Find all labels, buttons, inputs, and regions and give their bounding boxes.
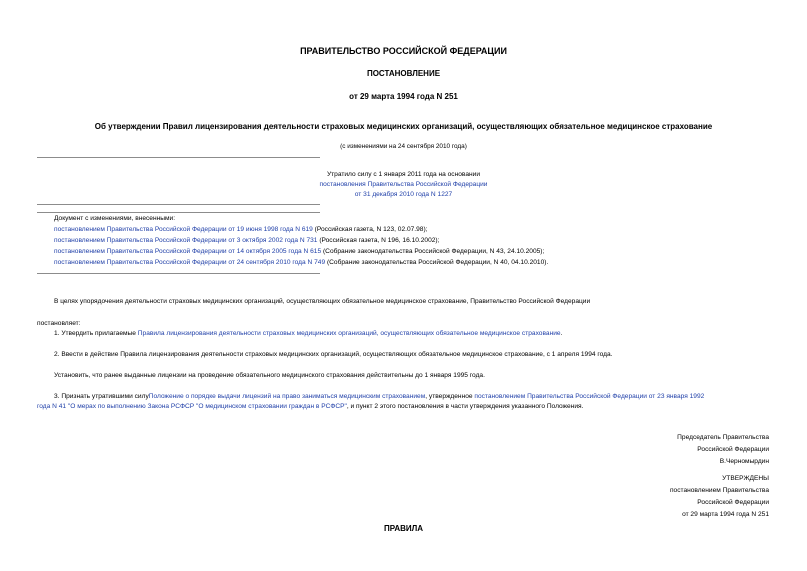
paragraph-1: 1. Утвердить прилагаемые Правила лицензирования деятельности страховых медицинских организаций, осуществляющих обязательное медицинское страхование. — [54, 330, 563, 337]
document-type: ПОСТАНОВЛЕНИЕ — [366, 69, 441, 78]
divider — [37, 212, 320, 213]
divider — [37, 273, 320, 274]
preamble: В целях упорядочения деятельности страховых медицинских организаций, осуществляющих обязательное медицинское страхование, Правительство Российской Федерации — [54, 298, 591, 305]
signature-name: В.Черномырдин — [719, 458, 769, 465]
amendment-link[interactable]: постановлением Правительства Российской Федерации от 14 октября 2005 года N 615 — [54, 248, 322, 255]
expired-link-decree[interactable]: постановления Правительства Российской Федерации — [319, 181, 488, 188]
signature-country: Российской Федерации — [697, 446, 769, 453]
expired-link-date[interactable]: от 31 декабря 2010 года N 1227 — [354, 191, 453, 198]
paragraph-3-cont: года N 41 "О мерах по выполнению Закона РСФСР "О медицинском страховании граждан в РСФСР", и пункт 2 этого постановления в части утверждения указанного Положения. — [37, 403, 584, 410]
regulation-link[interactable]: Положение о порядке выдачи лицензий на право заниматься медицинским страхованием — [148, 393, 426, 400]
approved-country: Российской Федерации — [697, 499, 769, 506]
amendment-item: постановлением Правительства Российской Федерации от 19 июня 1998 года N 619 (Российская газета, N 123, 02.07.98); — [54, 226, 428, 233]
amendment-link[interactable]: постановлением Правительства Российской Федерации от 19 июня 1998 года N 619 — [54, 226, 313, 233]
paragraph-2: 2. Ввести в действие Правила лицензирования деятельности страховых медицинских организаций, осуществляющих обязательное медицинское страхование, с 1 апреля 1994 года. — [54, 351, 613, 358]
document-date: от 29 марта 1994 года N 251 — [349, 92, 458, 101]
approved-label: УТВЕРЖДЕНЫ — [722, 475, 769, 482]
divider — [37, 204, 320, 205]
signature-position: Председатель Правительства — [677, 434, 769, 441]
decree-41-link[interactable]: постановлением Правительства Российской Федерации от 23 января 1992 — [474, 393, 705, 400]
government-heading: ПРАВИТЕЛЬСТВО РОССИЙСКОЙ ФЕДЕРАЦИИ — [300, 46, 507, 56]
amendment-link[interactable]: постановлением Правительства Российской Федерации от 3 октября 2002 года N 731 — [54, 237, 318, 244]
decree-41-link-cont[interactable]: года N 41 "О мерах по выполнению Закона РСФСР "О медицинском страховании граждан в РСФСР" — [37, 403, 347, 410]
amendment-item: постановлением Правительства Российской Федерации от 24 сентября 2010 года N 749 (Собрание законодательства Российской Федерации, N 40, 04.10.2010). — [54, 259, 549, 266]
approved-by: постановлением Правительства — [669, 487, 769, 494]
rules-heading: ПРАВИЛА — [383, 524, 424, 533]
signature-block — [677, 432, 769, 468]
amendment-link[interactable]: постановлением Правительства Российской Федерации от 24 сентября 2010 года N 749 — [54, 259, 326, 266]
paragraph-3: 3. Признать утратившими силуПоложение о порядке выдачи лицензий на право заниматься медицинским страхованием, утвержденное постановлением Правительства Российской Федерации от 23 января 1992 — [54, 393, 705, 400]
document-title: Об утверждении Правил лицензирования деятельности страховых медицинских организаций, осуществляющих обязательное медицинское страхование — [94, 122, 713, 131]
amendment-item: постановлением Правительства Российской Федерации от 14 октября 2005 года N 615 (Собрание законодательства Российской Федерации, N 43, 24.10.2005); — [54, 248, 545, 255]
expired-notice: Утратило силу с 1 января 2011 года на основании — [326, 171, 481, 178]
amended-note: (с изменениями на 24 сентября 2010 года) — [340, 143, 467, 150]
amendment-item: постановлением Правительства Российской Федерации от 3 октября 2002 года N 731 (Российская газета, N 196, 16.10.2002); — [54, 237, 440, 244]
approval-block — [670, 473, 769, 521]
approved-date: от 29 марта 1994 года N 251 — [682, 511, 769, 518]
paragraph-licenses: Установить, что ранее выданные лицензии на проведение обязательного медицинского страхования действительны до 1 января 1995 года. — [54, 372, 485, 379]
amendments-intro: Документ с изменениями, внесенными: — [54, 215, 176, 222]
rules-link[interactable]: Правила лицензирования деятельности страховых медицинских организаций, осуществляющих обязательное медицинское страхование — [137, 330, 561, 337]
divider — [37, 157, 320, 158]
decrees-word: постановляет: — [37, 320, 81, 327]
